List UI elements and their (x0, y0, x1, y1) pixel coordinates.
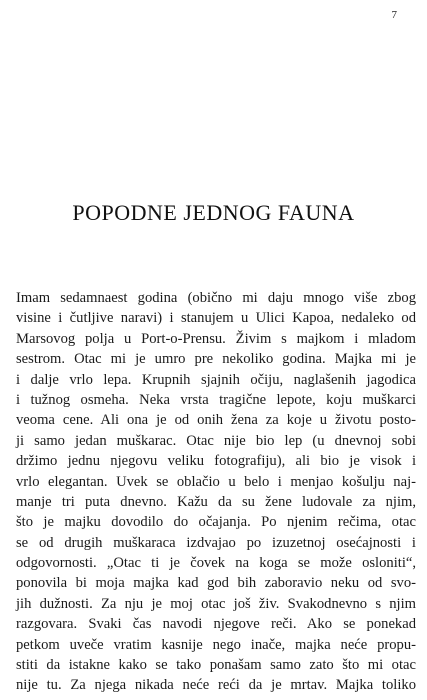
text-line: Imam sedamnaest godina (obično mi daju mnogo više zbog (16, 290, 416, 306)
text-line: razgovara. Svaki čas navodi njegove reči. Ako se ponekad (16, 616, 416, 633)
text-line: što je majku dovodilo do očajanja. Po njenim rečima, otac (16, 514, 416, 531)
body-text (16, 288, 416, 696)
text-line: odgovornosti. „Otac ti je čovek na koga se može osloniti“, (16, 555, 416, 572)
text-line: stiti da istakne kako se tako ponašam samo zato što mi otac (16, 657, 416, 674)
text-line: držimo jednu njegovu veliku fotografiju), ali bio je visok i (16, 453, 416, 470)
text-line: ji samo jedan muškarac. Otac nije bio lep (u dnevnoj sobi (16, 432, 416, 449)
text-line: sestrom. Otac mi je umro pre nekoliko godina. Majka mi je (16, 351, 416, 368)
text-line: visine i čutljive naravi) i stanujem u Ulici Kapoa, nedaleko od (16, 310, 416, 327)
page-number: 7 (391, 9, 397, 21)
chapter-title: POPODNE JEDNOG FAUNA (72, 200, 355, 225)
text-line: vrlo elegantan. Uvek se oblačio u belo i menjao košulju naj- (16, 473, 416, 490)
text-line: manje tri puta dnevno. Kažu da su žene ludovale za njim, (16, 493, 416, 510)
text-line: Marsovog polja u Port-o-Prensu. Živim s majkom i mladom (16, 330, 416, 347)
text-line: veoma cene. Ali ona je od onih žena za koje u životu posto- (16, 412, 416, 429)
text-line: ponovila bi moja majka kad god bih zaboravio neku od svo- (16, 575, 416, 592)
text-line: se od drugih muškaraca izdvajao po izuzetnoj osećajnosti i (16, 534, 416, 551)
text-line: nije tu. Za njega nikada neće reći da je mrtav. Majka toliko (16, 677, 416, 694)
text-line: petkom uveče vratim kasnije nego inače, majka neće propu- (16, 636, 416, 653)
text-line: i dalje vrlo lepa. Krupnih sjajnih očiju, naglašenih jagodica (16, 371, 416, 388)
text-line: i tužnog osmeha. Neka vrsta tragične lepote, koju muškarci (16, 391, 416, 408)
text-line: jih dužnosti. Za nju je moj otac još živ. Svakodnevno s njim (16, 595, 416, 612)
